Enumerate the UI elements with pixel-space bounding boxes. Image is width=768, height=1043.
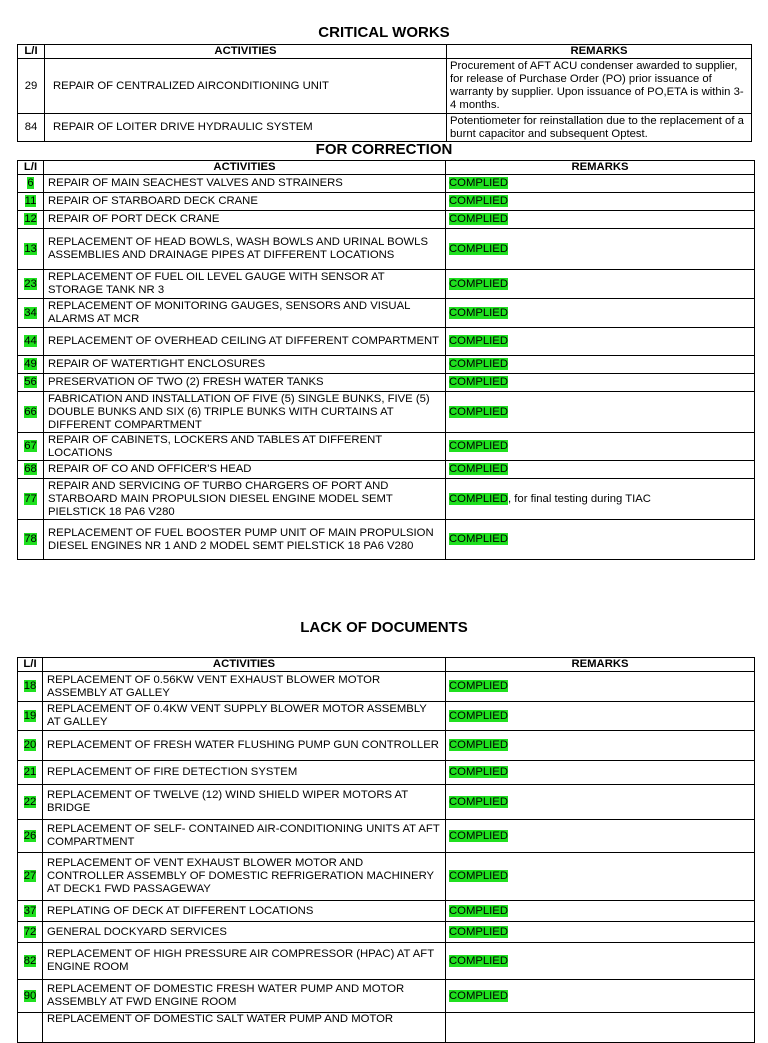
row-li: 82 (23, 954, 37, 967)
row-activity: REPAIR OF CABINETS, LOCKERS AND TABLES AT DIFFERENT LOCATIONS (44, 433, 446, 461)
lack-of-documents-title: LACK OF DOCUMENTS (300, 619, 468, 636)
row-li: 6 (27, 177, 34, 189)
row-li: 37 (23, 904, 37, 917)
status-badge: COMPLIED (449, 440, 509, 452)
status-badge: COMPLIED (449, 709, 509, 722)
row-activity: REPLACEMENT OF OVERHEAD CEILING AT DIFFERENT COMPARTMENT (44, 328, 446, 356)
status-badge: COMPLIED (449, 358, 509, 370)
row-activity: REPLACEMENT OF MONITORING GAUGES, SENSORS AND VISUAL ALARMS AT MCR (44, 299, 446, 328)
row-li: 67 (24, 440, 37, 452)
status-badge: COMPLIED (449, 739, 509, 751)
row-activity: REPAIR OF WATERTIGHT ENCLOSURES (44, 356, 446, 374)
row-activity: PRESERVATION OF TWO (2) FRESH WATER TANKS (44, 374, 446, 392)
row-activity: REPLACEMENT OF FUEL OIL LEVEL GAUGE WITH SENSOR AT STORAGE TANK NR 3 (44, 270, 446, 299)
status-badge: COMPLIED (449, 277, 509, 290)
row-li: 72 (23, 925, 37, 938)
row-activity: REPAIR OF CO AND OFFICER'S HEAD (44, 461, 446, 479)
status-badge: COMPLIED (449, 376, 509, 388)
status-badge: COMPLIED (449, 795, 509, 808)
row-activity: REPLACEMENT OF HEAD BOWLS, WASH BOWLS AND URINAL BOWLS ASSEMBLIES AND DRAINAGE PIPES AT DIFFERENT LOCATIONS (44, 229, 446, 270)
table-row (18, 922, 755, 943)
header-activities: ACTIVITIES (45, 45, 447, 59)
table-row (18, 211, 755, 229)
row-activity: GENERAL DOCKYARD SERVICES (43, 922, 446, 943)
table-row (18, 114, 752, 142)
table-row (18, 193, 755, 211)
row-remark: Potentiometer for reinstallation due to the replacement of a burnt capacitor and subsequent Optest. (447, 114, 752, 142)
row-li: 20 (23, 739, 37, 751)
table-row (18, 392, 755, 433)
row-li: 84 (18, 114, 45, 142)
row-li: 77 (24, 492, 37, 505)
row-li: 13 (24, 242, 37, 255)
row-li: 23 (24, 277, 37, 290)
table-row (18, 672, 755, 702)
status-badge: COMPLIED (449, 533, 509, 545)
row-activity: REPAIR OF PORT DECK CRANE (44, 211, 446, 229)
table-row (18, 461, 755, 479)
row-activity: REPLACEMENT OF HIGH PRESSURE AIR COMPRESSOR (HPAC) AT AFT ENGINE ROOM (43, 943, 446, 980)
status-badge: COMPLIED (449, 829, 509, 842)
table-row (18, 1013, 755, 1043)
row-li: 56 (24, 376, 37, 388)
row-activity: REPLACEMENT OF 0.4KW VENT SUPPLY BLOWER MOTOR ASSEMBLY AT GALLEY (43, 702, 446, 731)
status-badge: COMPLIED (449, 195, 509, 207)
table-row (18, 820, 755, 853)
row-activity: REPLACEMENT OF DOMESTIC SALT WATER PUMP AND MOTOR (43, 1013, 446, 1043)
critical-works-title: CRITICAL WORKS (318, 24, 450, 41)
row-li: 66 (24, 405, 37, 418)
row-li: 19 (23, 709, 37, 722)
status-badge: COMPLIED (449, 925, 509, 938)
for-correction-title: FOR CORRECTION (315, 141, 453, 158)
table-row (18, 785, 755, 820)
critical-works-table (17, 44, 752, 142)
table-row (18, 299, 755, 328)
row-li: 34 (24, 306, 37, 319)
header-remarks: REMARKS (446, 161, 755, 175)
table-row (18, 702, 755, 731)
status-badge: COMPLIED (449, 177, 509, 189)
status-badge: COMPLIED (449, 463, 509, 475)
row-li: 12 (24, 213, 37, 225)
header-li: L/I (18, 658, 43, 672)
row-li: 68 (24, 463, 37, 475)
table-row (18, 229, 755, 270)
table-row (18, 356, 755, 374)
table-row (18, 761, 755, 785)
row-activity: REPAIR OF STARBOARD DECK CRANE (44, 193, 446, 211)
row-activity: REPLACEMENT OF TWELVE (12) WIND SHIELD WIPER MOTORS AT BRIDGE (43, 785, 446, 820)
status-badge: COMPLIED (449, 213, 509, 225)
row-activity: REPAIR OF CENTRALIZED AIRCONDITIONING UNIT (45, 59, 447, 114)
row-activity: REPLACEMENT OF FRESH WATER FLUSHING PUMP GUN CONTROLLER (43, 731, 446, 761)
status-badge: COMPLIED (449, 904, 509, 917)
table-header-row (18, 161, 755, 175)
header-li: L/I (18, 161, 44, 175)
status-badge: COMPLIED (449, 680, 509, 692)
status-badge: COMPLIED (449, 989, 509, 1002)
row-li: 29 (18, 59, 45, 114)
row-activity: REPAIR OF LOITER DRIVE HYDRAULIC SYSTEM (45, 114, 447, 142)
status-badge: COMPLIED (449, 405, 509, 418)
table-row (18, 175, 755, 193)
status-badge: COMPLIED (449, 242, 509, 255)
for-correction-table (17, 160, 755, 560)
row-activity: FABRICATION AND INSTALLATION OF FIVE (5) SINGLE BUNKS, FIVE (5) DOUBLE BUNKS AND SIX (6) TRIPLE BUNKS WITH CURTAINS AT DIFFERENT COMPARTMENT (44, 392, 446, 433)
table-row (18, 328, 755, 356)
table-row (18, 901, 755, 922)
table-row (18, 980, 755, 1013)
row-activity: REPLACEMENT OF DOMESTIC FRESH WATER PUMP AND MOTOR ASSEMBLY AT FWD ENGINE ROOM (43, 980, 446, 1013)
row-li: 21 (23, 766, 37, 778)
row-activity: REPAIR OF MAIN SEACHEST VALVES AND STRAINERS (44, 175, 446, 193)
header-activities: ACTIVITIES (43, 658, 446, 672)
header-remarks: REMARKS (446, 658, 755, 672)
table-row (18, 59, 752, 114)
table-row (18, 479, 755, 520)
table-row (18, 731, 755, 761)
row-activity: REPAIR AND SERVICING OF TURBO CHARGERS OF PORT AND STARBOARD MAIN PROPULSION DIESEL ENGINE MODEL SEMT PIELSTICK 18 PA6 V280 (44, 479, 446, 520)
status-badge: COMPLIED (449, 870, 509, 882)
row-activity: REPLACEMENT OF SELF- CONTAINED AIR-CONDITIONING UNITS AT AFT COMPARTMENT (43, 820, 446, 853)
row-li: 27 (23, 870, 37, 882)
row-li: 78 (24, 533, 37, 545)
row-activity: REPLATING OF DECK AT DIFFERENT LOCATIONS (43, 901, 446, 922)
row-li: 18 (23, 680, 37, 692)
row-activity: REPLACEMENT OF FUEL BOOSTER PUMP UNIT OF MAIN PROPULSION DIESEL ENGINES NR 1 AND 2 MODEL SEMT PIELSTICK 18 PA6 V280 (44, 520, 446, 560)
table-row (18, 433, 755, 461)
header-li: L/I (18, 45, 45, 59)
status-badge: COMPLIED (449, 492, 509, 505)
row-li: 26 (23, 829, 37, 842)
remark-note: , for final testing during TIAC (508, 492, 651, 505)
table-header-row (18, 45, 752, 59)
row-li: 22 (23, 795, 37, 808)
table-header-row (18, 658, 755, 672)
header-remarks: REMARKS (447, 45, 752, 59)
row-li: 44 (24, 335, 37, 347)
table-row (18, 853, 755, 901)
row-li: 11 (24, 195, 37, 207)
row-li: 90 (23, 989, 37, 1002)
status-badge: COMPLIED (449, 335, 509, 347)
row-li: 49 (24, 358, 37, 370)
table-row (18, 520, 755, 560)
table-row (18, 943, 755, 980)
header-activities: ACTIVITIES (44, 161, 446, 175)
status-badge: COMPLIED (449, 766, 509, 778)
lack-of-documents-table (17, 657, 755, 1043)
row-activity: REPLACEMENT OF VENT EXHAUST BLOWER MOTOR AND CONTROLLER ASSEMBLY OF DOMESTIC REFRIGERATION MACHINERY AT DECK1 FWD PASSAGEWAY (43, 853, 446, 901)
table-row (18, 270, 755, 299)
row-activity: REPLACEMENT OF 0.56KW VENT EXHAUST BLOWER MOTOR ASSEMBLY AT GALLEY (43, 672, 446, 702)
row-remark: Procurement of AFT ACU condenser awarded to supplier, for release of Purchase Order (PO) prior issuance of warranty by supplier. Upon issuance of PO,ETA is within 3-4 months. (447, 59, 752, 114)
table-row (18, 374, 755, 392)
status-badge: COMPLIED (449, 954, 509, 967)
status-badge: COMPLIED (449, 306, 509, 319)
row-activity: REPLACEMENT OF FIRE DETECTION SYSTEM (43, 761, 446, 785)
